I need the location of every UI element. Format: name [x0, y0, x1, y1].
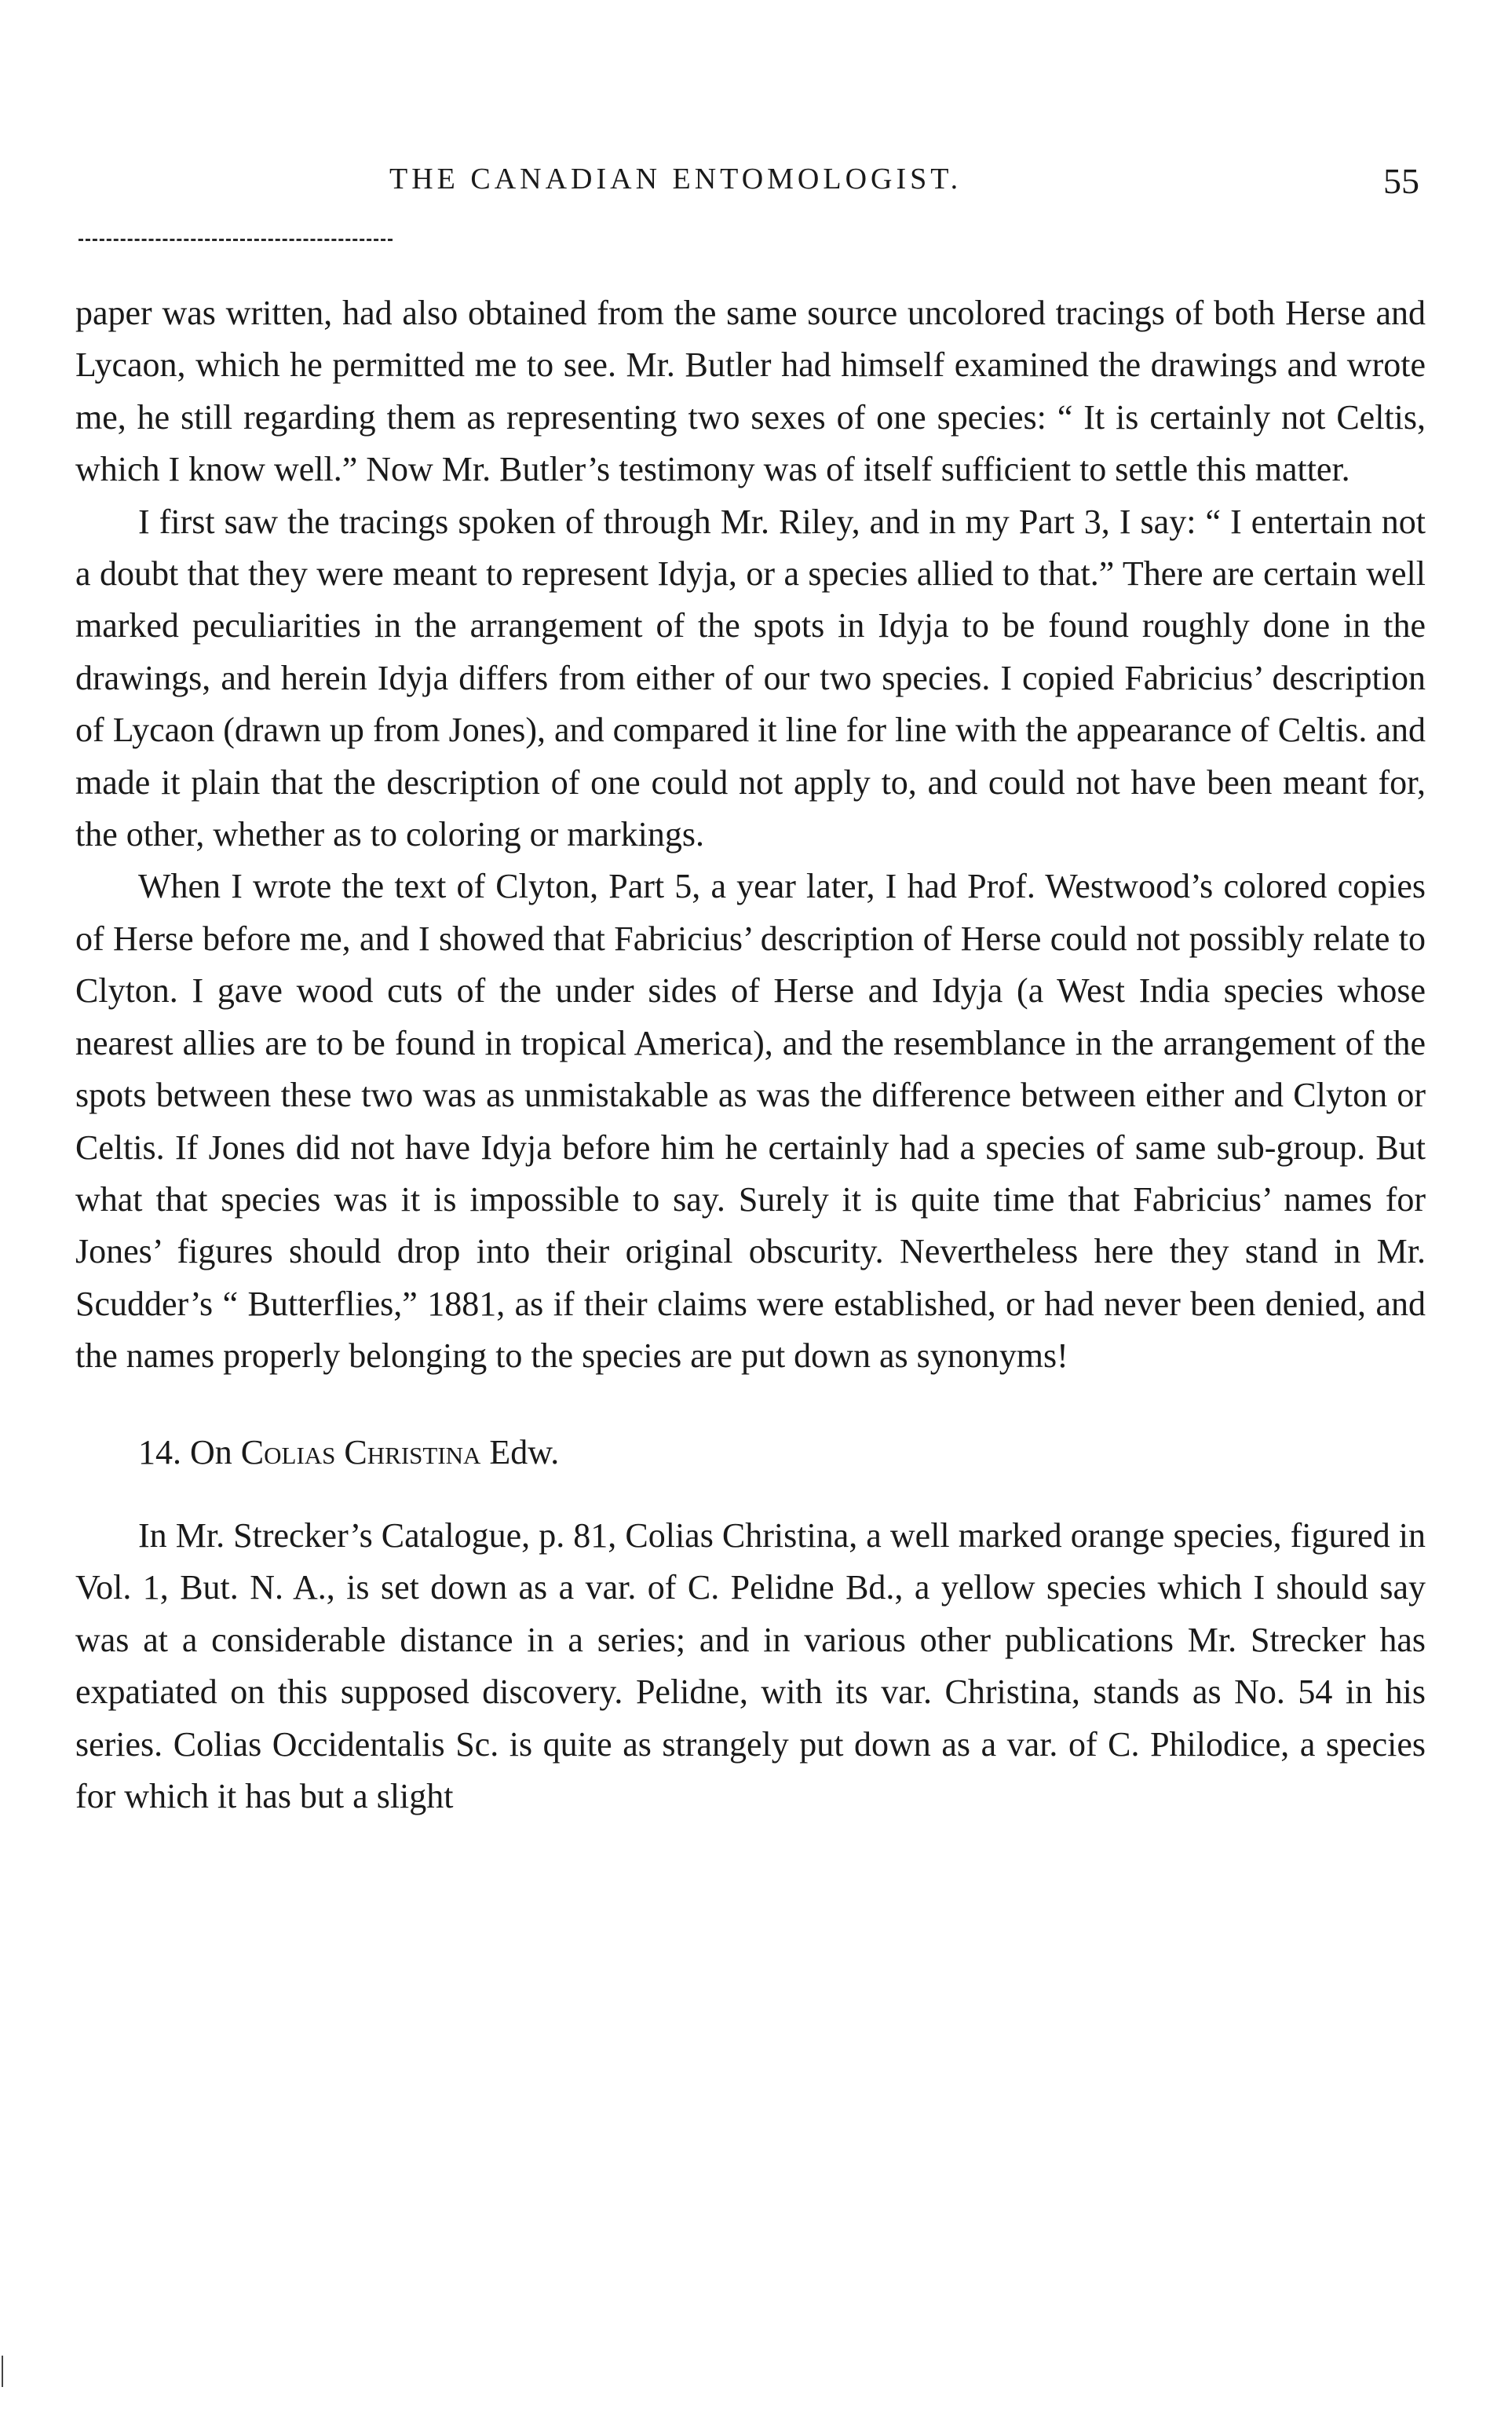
paragraph-1: paper was written, had also obtained from the same source uncolored tracings of both Herse and Lycaon, which he permitted me to see. Mr. Butler had himself examined the drawings and wrote me, he still regarding them as representing two sexes of one species: “ It is certainly not Celtis, which I know well.” Now Mr. Butler’s testimony was of itself sufficient to settle this matter. [75, 294, 1426, 489]
margin-mark [2, 2356, 6, 2387]
running-header [75, 162, 1426, 209]
paragraph-3: When I wrote the text of Clyton, Part 5, a year later, I had Prof. Westwood’s colored copies of Herse before me, and I showed that Fabricius’ description of Herse could not possibly relate to Clyton. I gave wood cuts of the under sides of Herse and Idyja (a West India species whose nearest allies are to be found in tropical America), and the resemblance in the arrangement of the spots between these two was as unmistakable as was the difference between either and Clyton or Celtis. If Jones did not have Idyja before him he certainly had a species of same sub-group. But what that species was it is impossible to say. Surely it is quite time that Fabricius’ names for Jones’ figures should drop into their original obscurity. Nevertheless here they stand in Mr. Scudder’s “ Butterflies,” 1881, as if their claims were established, or had never been denied, and the names properly belonging to the species are put down as synonyms! [75, 867, 1426, 1376]
section-on: On [190, 1432, 232, 1471]
section-title: Colias Christina [240, 1432, 481, 1471]
paragraph-2: I first saw the tracings spoken of through Mr. Riley, and in my Part 3, I say: “ I entertain not a doubt that they were meant to represent Idyja, or a species allied to that.” There are certain well marked peculiarities in the arrangement of the spots in Idyja to be found roughly done in the drawings, and herein Idyja differs from either of our two species. I copied Fabricius’ description of Lycaon (drawn up from Jones), and compared it line for line with the appearance of Celtis. and made it plain that the description of one could not apply to, and could not have been meant for, the other, whether as to coloring or markings. [75, 502, 1426, 854]
section-heading [75, 1427, 1426, 1479]
section-number: 14. [138, 1432, 181, 1471]
section-author: Edw. [489, 1432, 560, 1471]
section-paragraph: In Mr. Strecker’s Catalogue, p. 81, Colias Christina, a well marked orange species, figured in Vol. 1, But. N. A., is set down as a var. of C. Pelidne Bd., a yellow species which I should say was at a considerable distance in a series; and in various other publications Mr. Strecker has expatiated on this supposed discovery. Pelidne, with its var. Christina, stands as No. 54 in his series. Colias Occidentalis Sc. is quite as strangely put down as a var. of C. Philodice, a species for which it has but a slight [75, 1515, 1426, 1815]
header-rule [79, 239, 393, 241]
body-text [75, 287, 1426, 1822]
page-number: 55 [1383, 161, 1419, 201]
running-title: THE CANADIAN ENTOMOLOGIST. [389, 163, 962, 196]
